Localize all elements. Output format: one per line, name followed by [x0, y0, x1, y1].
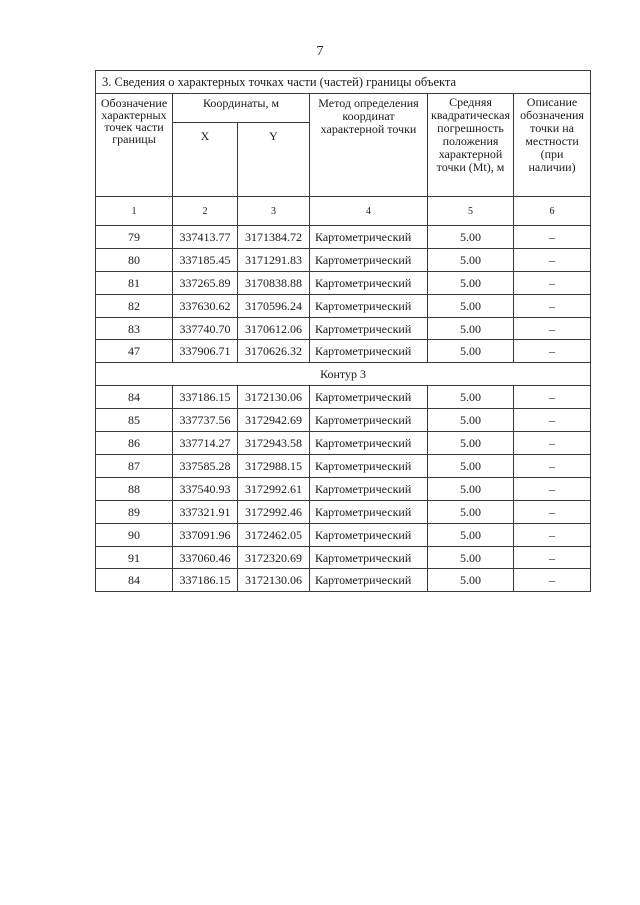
method-cell: Картометрический [310, 386, 428, 409]
header-designation: Обозначение характерных точек части границы [96, 94, 173, 197]
table-row [96, 340, 591, 363]
coord-x: 337740.70 [173, 317, 238, 340]
table-row [96, 455, 591, 478]
contour-row [96, 363, 591, 386]
table-row [96, 409, 591, 432]
accuracy-cell: 5.00 [428, 248, 514, 271]
header-coordinates: Координаты, м [173, 94, 310, 123]
description-cell: – [514, 455, 591, 478]
accuracy-cell: 5.00 [428, 409, 514, 432]
method-cell: Картометрический [310, 294, 428, 317]
method-cell: Картометрический [310, 226, 428, 249]
header-accuracy: Средняя квадратическая погрешность положения характерной точки (Mt), м [428, 94, 514, 197]
coord-y: 3170612.06 [238, 317, 310, 340]
coord-y: 3170626.32 [238, 340, 310, 363]
point-id: 90 [96, 523, 173, 546]
coord-y: 3172320.69 [238, 546, 310, 569]
table-row [96, 432, 591, 455]
accuracy-cell: 5.00 [428, 294, 514, 317]
accuracy-cell: 5.00 [428, 523, 514, 546]
section-title-row [96, 71, 591, 94]
coord-y: 3172462.05 [238, 523, 310, 546]
coord-y: 3172130.06 [238, 386, 310, 409]
method-cell: Картометрический [310, 569, 428, 592]
group1-body [96, 226, 591, 363]
description-cell: – [514, 340, 591, 363]
point-id: 80 [96, 248, 173, 271]
coord-x: 337714.27 [173, 432, 238, 455]
header-method: Метод определения координат характерной точки [310, 94, 428, 197]
accuracy-cell: 5.00 [428, 226, 514, 249]
method-cell: Картометрический [310, 432, 428, 455]
column-number: 3 [238, 197, 310, 226]
coord-x: 337186.15 [173, 386, 238, 409]
page-number: 7 [316, 44, 324, 59]
table-row [96, 546, 591, 569]
point-id: 87 [96, 455, 173, 478]
point-id: 82 [96, 294, 173, 317]
table-row [96, 477, 591, 500]
coord-y: 3172942.69 [238, 409, 310, 432]
coord-y: 3172992.61 [238, 477, 310, 500]
accuracy-cell: 5.00 [428, 432, 514, 455]
coord-y: 3171291.83 [238, 248, 310, 271]
accuracy-cell: 5.00 [428, 455, 514, 478]
method-cell: Картометрический [310, 455, 428, 478]
method-cell: Картометрический [310, 409, 428, 432]
coord-x: 337321.91 [173, 500, 238, 523]
coord-x: 337091.96 [173, 523, 238, 546]
coord-x: 337265.89 [173, 271, 238, 294]
description-cell: – [514, 386, 591, 409]
method-cell: Картометрический [310, 523, 428, 546]
header-row [96, 94, 591, 123]
description-cell: – [514, 294, 591, 317]
table-row [96, 523, 591, 546]
point-id: 79 [96, 226, 173, 249]
accuracy-cell: 5.00 [428, 500, 514, 523]
description-cell: – [514, 226, 591, 249]
method-cell: Картометрический [310, 271, 428, 294]
coord-x: 337186.15 [173, 569, 238, 592]
description-cell: – [514, 477, 591, 500]
column-number: 4 [310, 197, 428, 226]
point-id: 47 [96, 340, 173, 363]
point-id: 84 [96, 386, 173, 409]
point-id: 84 [96, 569, 173, 592]
method-cell: Картометрический [310, 477, 428, 500]
description-cell: – [514, 432, 591, 455]
table-row [96, 317, 591, 340]
method-cell: Картометрический [310, 500, 428, 523]
column-numbers-row [96, 197, 591, 226]
column-number: 5 [428, 197, 514, 226]
header-y: Y [238, 123, 310, 197]
column-number: 2 [173, 197, 238, 226]
coord-x: 337413.77 [173, 226, 238, 249]
method-cell: Картометрический [310, 248, 428, 271]
description-cell: – [514, 271, 591, 294]
coord-y: 3172992.46 [238, 500, 310, 523]
coord-x: 337906.71 [173, 340, 238, 363]
method-cell: Картометрический [310, 340, 428, 363]
group2-body [96, 386, 591, 592]
table-row [96, 386, 591, 409]
column-number: 1 [96, 197, 173, 226]
accuracy-cell: 5.00 [428, 271, 514, 294]
method-cell: Картометрический [310, 546, 428, 569]
coord-y: 3172988.15 [238, 455, 310, 478]
description-cell: – [514, 317, 591, 340]
table-row [96, 271, 591, 294]
point-id: 81 [96, 271, 173, 294]
coord-y: 3171384.72 [238, 226, 310, 249]
coord-y: 3172130.06 [238, 569, 310, 592]
table-row [96, 226, 591, 249]
description-cell: – [514, 500, 591, 523]
accuracy-cell: 5.00 [428, 569, 514, 592]
point-id: 91 [96, 546, 173, 569]
accuracy-cell: 5.00 [428, 340, 514, 363]
coord-x: 337585.28 [173, 455, 238, 478]
point-id: 88 [96, 477, 173, 500]
section-title: 3. Сведения о характерных точках части (частей) границы объекта [96, 71, 591, 94]
description-cell: – [514, 569, 591, 592]
method-cell: Картометрический [310, 317, 428, 340]
accuracy-cell: 5.00 [428, 386, 514, 409]
point-id: 83 [96, 317, 173, 340]
contour-label: Контур 3 [96, 363, 591, 386]
point-id: 89 [96, 500, 173, 523]
accuracy-cell: 5.00 [428, 477, 514, 500]
coord-x: 337185.45 [173, 248, 238, 271]
point-id: 86 [96, 432, 173, 455]
column-number: 6 [514, 197, 591, 226]
table-row [96, 248, 591, 271]
description-cell: – [514, 546, 591, 569]
coord-y: 3172943.58 [238, 432, 310, 455]
coord-y: 3170838.88 [238, 271, 310, 294]
coord-x: 337630.62 [173, 294, 238, 317]
table-row [96, 500, 591, 523]
coord-x: 337060.46 [173, 546, 238, 569]
table-row [96, 294, 591, 317]
coord-y: 3170596.24 [238, 294, 310, 317]
boundary-points-table [95, 70, 591, 592]
accuracy-cell: 5.00 [428, 317, 514, 340]
point-id: 85 [96, 409, 173, 432]
table-row [96, 569, 591, 592]
description-cell: – [514, 523, 591, 546]
coord-x: 337737.56 [173, 409, 238, 432]
header-x: X [173, 123, 238, 197]
header-description: Описание обозначения точки на местности (при наличии) [514, 94, 591, 197]
description-cell: – [514, 248, 591, 271]
description-cell: – [514, 409, 591, 432]
accuracy-cell: 5.00 [428, 546, 514, 569]
coord-x: 337540.93 [173, 477, 238, 500]
